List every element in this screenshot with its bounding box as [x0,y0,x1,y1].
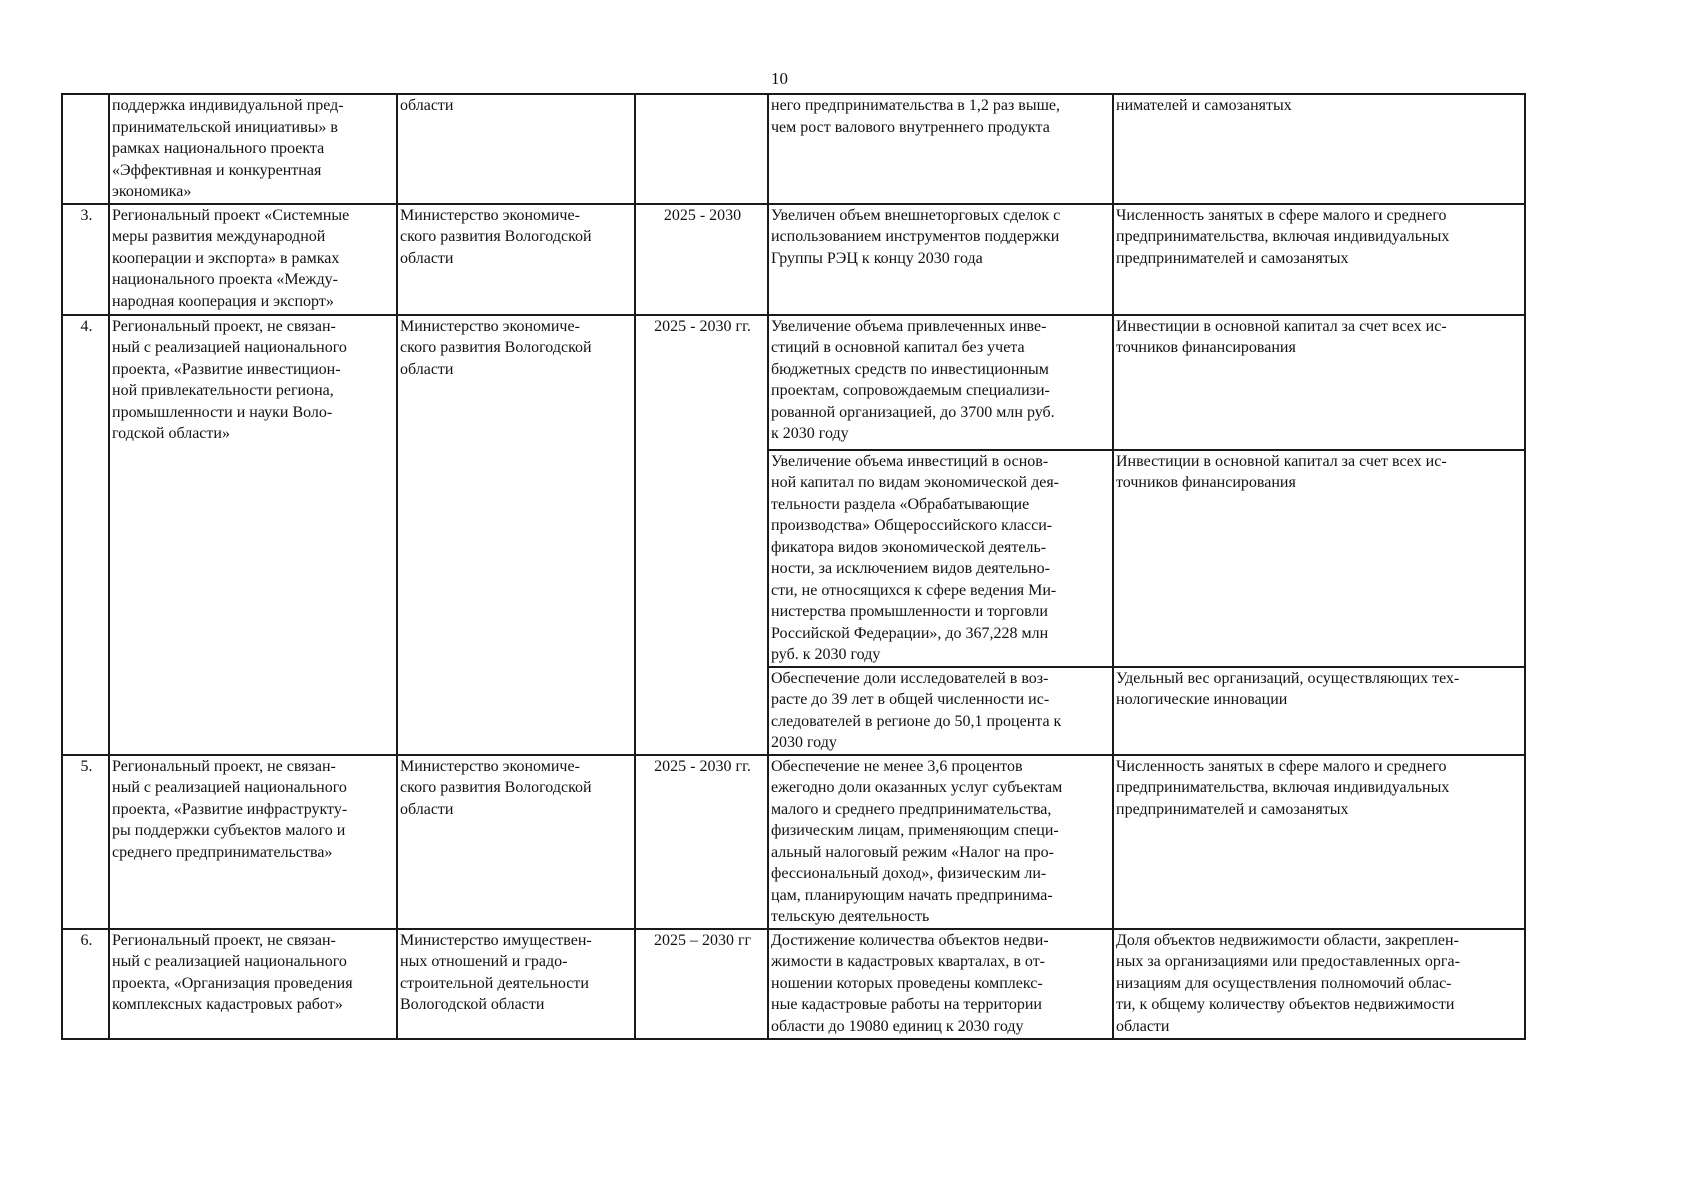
responsible-body: Министерство имуществен- ных отношений и градо- строительной деятельности Вологодской области [397,929,635,1039]
result-text: Обеспечение не менее 3,6 процентов ежегодно доли оказанных услуг субъектам малого и среднего предпринимательства, физическим лицам, применяющим специ- альный налоговый режим «Налог на про- фессиональный доход», физическим ли- цам, планирующим начать предпринима- тельскую деятельность [768,755,1113,929]
responsible-body: Министерство экономиче- ского развития Вологодской области [397,755,635,929]
row-number: 6. [62,929,109,1039]
row-number: 3. [62,204,109,315]
result-text: Увеличен объем внешнеторговых сделок с использованием инструментов поддержки Группы РЭЦ к концу 2030 года [768,204,1113,315]
result-text: Достижение количества объектов недви- жимости в кадастровых кварталах, в от- ношении которых проведены комплекс- ные кадастровые работы на территории области до 19080 единиц к 2030 году [768,929,1113,1039]
result-text: Увеличение объема инвестиций в основ- ной капитал по видам экономической дея- тельности раздела «Обрабатывающие производства» Общероссийского класси- фикатора видов экономической деятель- ности, за исключением видов деятельно- сти, не относящихся к сфере ведения Ми- нистерства промышленности и торговли Российской Федерации», до 367,228 млн руб. к 2030 году [768,450,1113,667]
indicator-text: Доля объектов недвижимости области, закреплен- ных за организациями или предоставленных орга- низациям для осуществления полномочий облас- ти, к общему количеству объектов недвижимости области [1113,929,1525,1039]
table-row [62,94,1525,204]
project-name: поддержка индивидуальной пред- принимательской инициативы» в рамках национального проекта «Эффективная и конкурентная экономика» [109,94,397,204]
result-text: него предпринимательства в 1,2 раз выше, чем рост валового внутреннего продукта [768,94,1113,204]
page-number: 10 [771,69,788,88]
projects-table [61,93,1526,1040]
indicator-text: Инвестиции в основной капитал за счет всех ис- точников финансирования [1113,315,1525,450]
table-row [62,204,1525,315]
table-row [62,755,1525,929]
period: 2025 - 2030 [635,204,768,315]
table-row [62,929,1525,1039]
table-row [62,315,1525,450]
period: 2025 – 2030 гг [635,929,768,1039]
row-number: 5. [62,755,109,929]
responsible-body: Министерство экономиче- ского развития Вологодской области [397,315,635,755]
project-name: Региональный проект, не связан- ный с реализацией национального проекта, «Развитие инвестицион- ной привлекательности региона, промышленности и науки Воло- годской области» [109,315,397,755]
indicator-text: Инвестиции в основной капитал за счет всех ис- точников финансирования [1113,450,1525,667]
indicator-text: нимателей и самозанятых [1113,94,1525,204]
indicator-text: Удельный вес организаций, осуществляющих тех- нологические инновации [1113,667,1525,755]
responsible-body: Министерство экономиче- ского развития Вологодской области [397,204,635,315]
responsible-body: области [397,94,635,204]
row-number: 4. [62,315,109,755]
row-number [62,94,109,204]
project-name: Региональный проект, не связан- ный с реализацией национального проекта, «Организация проведения комплексных кадастровых работ» [109,929,397,1039]
period [635,94,768,204]
period: 2025 - 2030 гг. [635,315,768,755]
project-name: Региональный проект, не связан- ный с реализацией национального проекта, «Развитие инфраструкту- ры поддержки субъектов малого и среднего предпринимательства» [109,755,397,929]
project-name: Региональный проект «Системные меры развития международной кооперации и экспорта» в рамках национального проекта «Между- народная кооперация и экспорт» [109,204,397,315]
result-text: Обеспечение доли исследователей в воз- расте до 39 лет в общей численности ис- следователей в регионе до 50,1 процента к 2030 году [768,667,1113,755]
result-text: Увеличение объема привлеченных инве- стиций в основной капитал без учета бюджетных средств по инвестиционным проектам, сопровождаемым специализи- рованной организацией, до 3700 млн руб. к 2030 году [768,315,1113,450]
indicator-text: Численность занятых в сфере малого и среднего предпринимательства, включая индивидуальных предпринимателей и самозанятых [1113,204,1525,315]
period: 2025 - 2030 гг. [635,755,768,929]
indicator-text: Численность занятых в сфере малого и среднего предпринимательства, включая индивидуальных предпринимателей и самозанятых [1113,755,1525,929]
